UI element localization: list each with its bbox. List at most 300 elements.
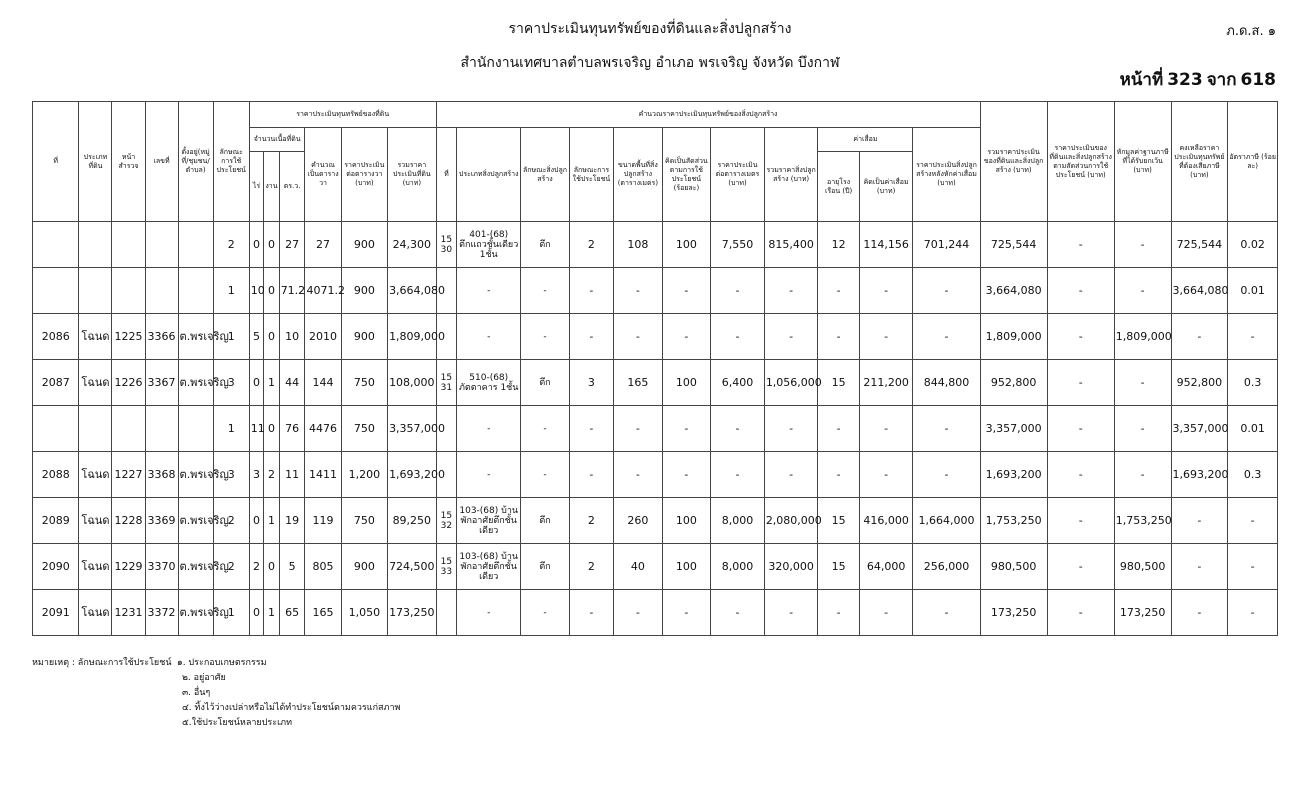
cell-rate: -	[1228, 314, 1278, 360]
cell-building-area: -	[614, 590, 663, 636]
cell-building-kind: ตึก	[521, 360, 570, 406]
cell-use: 3	[213, 360, 249, 406]
cell-depreciation: 416,000	[859, 498, 913, 544]
cell-age: -	[818, 590, 859, 636]
cell-mixed: -	[1047, 498, 1114, 544]
cell-rate: -	[1228, 498, 1278, 544]
cell-rai: 3	[249, 452, 263, 498]
cell-mixed: -	[1047, 314, 1114, 360]
cell-building-type: -	[457, 452, 521, 498]
cell-building-use: -	[569, 590, 613, 636]
cell-deed-no: 3366	[145, 314, 178, 360]
cell-price-per-sqwa: 900	[341, 222, 387, 268]
page-current: 323	[1167, 70, 1203, 90]
cell-building-pct: -	[662, 590, 711, 636]
cell-building-pct: 100	[662, 498, 711, 544]
cell-sqwa: 19	[279, 498, 305, 544]
cell-age: 15	[818, 360, 859, 406]
cell-land-total: 3,664,080	[388, 268, 437, 314]
cell-building-type: -	[457, 314, 521, 360]
cell-deed-no: 3368	[145, 452, 178, 498]
cell-rate: -	[1228, 590, 1278, 636]
cell-taxable: 3,357,000	[1171, 406, 1228, 452]
cell-grand-total: 1,693,200	[980, 452, 1047, 498]
cell-rai: 10	[249, 268, 263, 314]
cell-deduct: 1,809,000	[1114, 314, 1171, 360]
cell-grand-total: 725,544	[980, 222, 1047, 268]
cell-no: 2086	[33, 314, 79, 360]
cell-deduct: 173,250	[1114, 590, 1171, 636]
cell-location: ต.พรเจริญ	[178, 314, 213, 360]
cell-building-type: -	[457, 590, 521, 636]
col-building-total: รวมราคาสิ่งปลูกสร้าง (บาท)	[764, 128, 818, 222]
cell-rai: 5	[249, 314, 263, 360]
cell-ngan: 0	[264, 406, 279, 452]
cell-age: 12	[818, 222, 859, 268]
col-rai: ไร่	[249, 152, 263, 222]
document-title: ราคาประเมินทุนทรัพย์ของที่ดินและสิ่งปลูกสร้าง	[508, 21, 792, 37]
cell-ngan: 1	[264, 498, 279, 544]
cell-building-no: 15 30	[436, 222, 457, 268]
cell-sqwa: 5	[279, 544, 305, 590]
cell-land-total: 724,500	[388, 544, 437, 590]
cell-building-price: -	[711, 268, 765, 314]
cell-deduct: 980,500	[1114, 544, 1171, 590]
cell-building-use: -	[569, 268, 613, 314]
cell-front-page: 1228	[112, 498, 145, 544]
cell-front-page: 1231	[112, 590, 145, 636]
cell-building-kind: -	[521, 406, 570, 452]
cell-taxable: -	[1171, 590, 1228, 636]
cell-depreciation: -	[859, 268, 913, 314]
cell-use: 1	[213, 406, 249, 452]
cell-mixed: -	[1047, 268, 1114, 314]
col-mixed: ราคาประเมินของที่ดินและสิ่งปลูกสร้างตามสัดส่วนการใช้ประโยชน์ (บาท)	[1047, 102, 1114, 222]
cell-deed-type	[79, 222, 112, 268]
cell-building-area: -	[614, 452, 663, 498]
col-building-price: ราคาประเมินต่อตารางเมตร (บาท)	[711, 128, 765, 222]
notes	[32, 656, 400, 731]
table-row	[33, 222, 1278, 268]
cell-building-type: 401-(68) ตึกแถวชั้นเดียว 1ชั้น	[457, 222, 521, 268]
col-front-page: หน้าสำรวจ	[112, 102, 145, 222]
cell-location	[178, 406, 213, 452]
cell-building-price: 7,550	[711, 222, 765, 268]
col-building-use: ลักษณะการใช้ประโยชน์	[569, 128, 613, 222]
col-depreciation: คิดเป็นค่าเสื่อม (บาท)	[859, 152, 913, 222]
cell-location	[178, 222, 213, 268]
cell-rai: 0	[249, 360, 263, 406]
office-subtitle: สำนักงานเทศบาลตำบลพรเจริญ อำเภอ พรเจริญ จังหวัด บึงกาฬ	[460, 55, 840, 71]
cell-depreciation: -	[859, 452, 913, 498]
cell-building-total: -	[764, 590, 818, 636]
cell-front-page	[112, 406, 145, 452]
col-no: ที่	[33, 102, 79, 222]
col-group-depreciation: ค่าเสื่อม	[818, 128, 913, 152]
cell-grand-total: 980,500	[980, 544, 1047, 590]
cell-deed-no	[145, 268, 178, 314]
cell-building-total: -	[764, 406, 818, 452]
cell-building-net: -	[913, 590, 980, 636]
cell-building-no: 15 32	[436, 498, 457, 544]
cell-grand-total: 3,357,000	[980, 406, 1047, 452]
cell-land-total: 1,809,000	[388, 314, 437, 360]
cell-land-total: 1,693,200	[388, 452, 437, 498]
cell-no: 2090	[33, 544, 79, 590]
cell-grand-total: 952,800	[980, 360, 1047, 406]
cell-land-total: 24,300	[388, 222, 437, 268]
cell-building-use: -	[569, 314, 613, 360]
cell-building-type: 103-(68) บ้านพักอาศัยตึกชั้นเดียว	[457, 498, 521, 544]
cell-depreciation: 64,000	[859, 544, 913, 590]
cell-rate: 0.01	[1228, 406, 1278, 452]
cell-no: 2089	[33, 498, 79, 544]
cell-mixed: -	[1047, 590, 1114, 636]
table-row	[33, 268, 1278, 314]
cell-taxable: 725,544	[1171, 222, 1228, 268]
table-row	[33, 406, 1278, 452]
cell-deduct: -	[1114, 406, 1171, 452]
cell-building-pct: 100	[662, 222, 711, 268]
cell-building-net: -	[913, 268, 980, 314]
col-building-no: ที่	[436, 128, 457, 222]
cell-building-price: 8,000	[711, 498, 765, 544]
cell-building-net: 256,000	[913, 544, 980, 590]
cell-rai: 0	[249, 590, 263, 636]
cell-use: 1	[213, 590, 249, 636]
cell-calc-sqwa: 165	[305, 590, 341, 636]
col-sqwa: ตร.ว.	[279, 152, 305, 222]
cell-location	[178, 268, 213, 314]
cell-building-area: -	[614, 314, 663, 360]
cell-building-area: 108	[614, 222, 663, 268]
cell-taxable: 1,693,200	[1171, 452, 1228, 498]
cell-age: 15	[818, 544, 859, 590]
cell-deed-type: โฉนด	[79, 590, 112, 636]
cell-building-net: 844,800	[913, 360, 980, 406]
cell-price-per-sqwa: 750	[341, 406, 387, 452]
cell-land-total: 173,250	[388, 590, 437, 636]
assessment-table	[32, 101, 1278, 636]
cell-calc-sqwa: 805	[305, 544, 341, 590]
cell-building-no	[436, 590, 457, 636]
cell-calc-sqwa: 1411	[305, 452, 341, 498]
cell-building-no: 15 33	[436, 544, 457, 590]
cell-depreciation: 114,156	[859, 222, 913, 268]
cell-building-area: -	[614, 406, 663, 452]
cell-building-kind: ตึก	[521, 222, 570, 268]
cell-mixed: -	[1047, 544, 1114, 590]
col-building-area: ขนาดพื้นที่สิ่งปลูกสร้าง (ตารางเมตร)	[614, 128, 663, 222]
col-location: ตั้งอยู่(หมู่ที่/ชุมชน/ตำบล)	[178, 102, 213, 222]
col-building-type: ประเภทสิ่งปลูกสร้าง	[457, 128, 521, 222]
cell-land-total: 89,250	[388, 498, 437, 544]
col-price-per-sqwa: ราคาประเมินต่อตารางวา (บาท)	[341, 128, 387, 222]
cell-building-price: -	[711, 314, 765, 360]
cell-price-per-sqwa: 750	[341, 498, 387, 544]
cell-sqwa: 44	[279, 360, 305, 406]
cell-deed-no	[145, 406, 178, 452]
cell-building-price: 8,000	[711, 544, 765, 590]
note-item: ๔. ทิ้งไว้ว่างเปล่าหรือไม่ได้ทำประโยชน์ตามควรแก่สภาพ	[182, 703, 401, 713]
notes-label: หมายเหตุ : ลักษณะการใช้ประโยชน์	[32, 658, 172, 668]
cell-ngan: 1	[264, 590, 279, 636]
cell-sqwa: 27	[279, 222, 305, 268]
cell-building-area: 40	[614, 544, 663, 590]
cell-use: 3	[213, 452, 249, 498]
col-ngan: งาน	[264, 152, 279, 222]
cell-deed-type	[79, 406, 112, 452]
cell-building-use: -	[569, 406, 613, 452]
cell-front-page: 1227	[112, 452, 145, 498]
cell-ngan: 0	[264, 544, 279, 590]
cell-building-use: 3	[569, 360, 613, 406]
cell-building-use: 2	[569, 544, 613, 590]
table-body	[33, 222, 1278, 636]
cell-ngan: 2	[264, 452, 279, 498]
cell-mixed: -	[1047, 360, 1114, 406]
cell-sqwa: 11	[279, 452, 305, 498]
cell-building-area: 260	[614, 498, 663, 544]
cell-building-pct: -	[662, 268, 711, 314]
cell-use: 2	[213, 222, 249, 268]
col-group-building: คำนวณราคาประเมินทุนทรัพย์ของสิ่งปลูกสร้าง	[436, 102, 980, 128]
cell-taxable: 952,800	[1171, 360, 1228, 406]
table-row	[33, 360, 1278, 406]
cell-age: 15	[818, 498, 859, 544]
cell-sqwa: 10	[279, 314, 305, 360]
cell-deed-type: โฉนด	[79, 360, 112, 406]
note-item: ๑. ประกอบเกษตรกรรม	[177, 658, 267, 668]
cell-building-total: -	[764, 452, 818, 498]
cell-price-per-sqwa: 1,200	[341, 452, 387, 498]
note-item: ๕.ใช้ประโยชน์หลายประเภท	[182, 718, 293, 728]
cell-no: 2088	[33, 452, 79, 498]
cell-rate: -	[1228, 544, 1278, 590]
cell-building-kind: -	[521, 590, 570, 636]
col-group-land: ราคาประเมินทุนทรัพย์ของที่ดิน	[249, 102, 436, 128]
col-deed-no: เลขที่	[145, 102, 178, 222]
cell-price-per-sqwa: 1,050	[341, 590, 387, 636]
note-item: ๓. อื่นๆ	[182, 688, 211, 698]
cell-front-page: 1229	[112, 544, 145, 590]
cell-taxable: -	[1171, 314, 1228, 360]
cell-building-total: 1,056,000	[764, 360, 818, 406]
cell-building-net: 701,244	[913, 222, 980, 268]
table-row	[33, 498, 1278, 544]
cell-deed-no: 3367	[145, 360, 178, 406]
col-building-kind: ลักษณะสิ่งปลูกสร้าง	[521, 128, 570, 222]
cell-rai: 2	[249, 544, 263, 590]
cell-sqwa: 71.2	[279, 268, 305, 314]
col-taxable: คงเหลือราคาประเมินทุนทรัพย์ที่ต้องเสียภาษี (บาท)	[1171, 102, 1228, 222]
cell-price-per-sqwa: 750	[341, 360, 387, 406]
cell-use: 1	[213, 268, 249, 314]
cell-deed-type: โฉนด	[79, 314, 112, 360]
cell-ngan: 0	[264, 222, 279, 268]
cell-building-price: 6,400	[711, 360, 765, 406]
cell-deed-type: โฉนด	[79, 544, 112, 590]
note-item: ๒. อยู่อาศัย	[182, 673, 226, 683]
col-deduct: หักมูลค่าฐานภาษีที่ได้รับยกเว้น (บาท)	[1114, 102, 1171, 222]
cell-deed-no	[145, 222, 178, 268]
cell-age: -	[818, 452, 859, 498]
cell-mixed: -	[1047, 222, 1114, 268]
page-of: จาก	[1206, 70, 1237, 90]
cell-ngan: 0	[264, 268, 279, 314]
cell-deduct: -	[1114, 268, 1171, 314]
cell-sqwa: 65	[279, 590, 305, 636]
cell-building-kind: ตึก	[521, 498, 570, 544]
cell-deed-type: โฉนด	[79, 452, 112, 498]
cell-ngan: 1	[264, 360, 279, 406]
cell-location: ต.พรเจริญ	[178, 360, 213, 406]
cell-front-page: 1226	[112, 360, 145, 406]
cell-building-price: -	[711, 590, 765, 636]
cell-use: 1	[213, 314, 249, 360]
cell-deed-type	[79, 268, 112, 314]
cell-building-total: 2,080,000	[764, 498, 818, 544]
table-row	[33, 544, 1278, 590]
cell-building-pct: -	[662, 314, 711, 360]
cell-no	[33, 406, 79, 452]
cell-age: -	[818, 268, 859, 314]
cell-location: ต.พรเจริญ	[178, 590, 213, 636]
cell-age: -	[818, 314, 859, 360]
cell-rai: 11	[249, 406, 263, 452]
cell-calc-sqwa: 144	[305, 360, 341, 406]
cell-no	[33, 268, 79, 314]
col-calc-sqwa: คำนวณเป็นตารางวา	[305, 128, 341, 222]
cell-building-area: 165	[614, 360, 663, 406]
col-land-total: รวมราคาประเมินที่ดิน (บาท)	[388, 128, 437, 222]
cell-grand-total: 3,664,080	[980, 268, 1047, 314]
cell-building-pct: -	[662, 452, 711, 498]
cell-building-kind: -	[521, 268, 570, 314]
cell-building-kind: -	[521, 452, 570, 498]
col-grand-total: รวมราคาประเมินของที่ดินและสิ่งปลูกสร้าง (บาท)	[980, 102, 1047, 222]
cell-rai: 0	[249, 222, 263, 268]
cell-building-kind: -	[521, 314, 570, 360]
cell-building-use: 2	[569, 222, 613, 268]
cell-building-no: 15 31	[436, 360, 457, 406]
cell-price-per-sqwa: 900	[341, 544, 387, 590]
cell-grand-total: 1,809,000	[980, 314, 1047, 360]
cell-no	[33, 222, 79, 268]
cell-building-pct: 100	[662, 544, 711, 590]
cell-building-pct: -	[662, 406, 711, 452]
cell-deduct: -	[1114, 222, 1171, 268]
page-prefix: หน้าที่	[1119, 70, 1164, 90]
cell-depreciation: -	[859, 590, 913, 636]
form-code: ภ.ด.ส. ๑	[1226, 24, 1276, 39]
cell-no: 2087	[33, 360, 79, 406]
cell-building-type: -	[457, 406, 521, 452]
cell-building-use: -	[569, 452, 613, 498]
table-row	[33, 590, 1278, 636]
cell-building-net: 1,664,000	[913, 498, 980, 544]
cell-building-type: -	[457, 268, 521, 314]
cell-front-page	[112, 268, 145, 314]
cell-building-total: 815,400	[764, 222, 818, 268]
cell-building-type: 510-(68) ภัตตาคาร 1ชั้น	[457, 360, 521, 406]
cell-deduct: -	[1114, 452, 1171, 498]
cell-depreciation: -	[859, 406, 913, 452]
cell-deed-no: 3370	[145, 544, 178, 590]
cell-depreciation: 211,200	[859, 360, 913, 406]
cell-sqwa: 76	[279, 406, 305, 452]
cell-building-use: 2	[569, 498, 613, 544]
table-row	[33, 452, 1278, 498]
table-row	[33, 314, 1278, 360]
cell-calc-sqwa: 2010	[305, 314, 341, 360]
cell-building-kind: ตึก	[521, 544, 570, 590]
cell-building-price: -	[711, 452, 765, 498]
cell-taxable: 3,664,080	[1171, 268, 1228, 314]
cell-building-total: -	[764, 268, 818, 314]
cell-calc-sqwa: 119	[305, 498, 341, 544]
cell-calc-sqwa: 27	[305, 222, 341, 268]
cell-front-page: 1225	[112, 314, 145, 360]
col-use-type: ลักษณะการใช้ประโยชน์	[213, 102, 249, 222]
cell-building-type: 103-(68) บ้านพักอาศัยตึกชั้นเดียว	[457, 544, 521, 590]
cell-grand-total: 173,250	[980, 590, 1047, 636]
col-building-net: ราคาประเมินสิ่งปลูกสร้างหลังหักค่าเสื่อม (บาท)	[913, 128, 980, 222]
cell-rate: 0.3	[1228, 360, 1278, 406]
cell-price-per-sqwa: 900	[341, 268, 387, 314]
cell-location: ต.พรเจริญ	[178, 452, 213, 498]
cell-mixed: -	[1047, 406, 1114, 452]
cell-location: ต.พรเจริญ	[178, 544, 213, 590]
cell-building-net: -	[913, 452, 980, 498]
cell-calc-sqwa: 4476	[305, 406, 341, 452]
cell-deed-no: 3372	[145, 590, 178, 636]
cell-building-total: 320,000	[764, 544, 818, 590]
cell-rai: 0	[249, 498, 263, 544]
cell-building-area: -	[614, 268, 663, 314]
cell-location: ต.พรเจริญ	[178, 498, 213, 544]
cell-deed-type: โฉนด	[79, 498, 112, 544]
cell-front-page	[112, 222, 145, 268]
cell-no: 2091	[33, 590, 79, 636]
cell-land-total: 108,000	[388, 360, 437, 406]
page-indicator	[1116, 66, 1276, 93]
cell-use: 2	[213, 498, 249, 544]
cell-rate: 0.02	[1228, 222, 1278, 268]
col-deed-type: ประเภทที่ดิน	[79, 102, 112, 222]
col-group-area: จำนวนเนื้อที่ดิน	[249, 128, 305, 152]
cell-taxable: -	[1171, 498, 1228, 544]
cell-calc-sqwa: 4071.2	[305, 268, 341, 314]
cell-deduct: 1,753,250	[1114, 498, 1171, 544]
col-age: อายุโรงเรือน (ปี)	[818, 152, 859, 222]
page-total: 618	[1240, 70, 1276, 90]
cell-building-total: -	[764, 314, 818, 360]
cell-ngan: 0	[264, 314, 279, 360]
cell-depreciation: -	[859, 314, 913, 360]
cell-mixed: -	[1047, 452, 1114, 498]
cell-building-price: -	[711, 406, 765, 452]
cell-price-per-sqwa: 900	[341, 314, 387, 360]
cell-use: 2	[213, 544, 249, 590]
cell-deed-no: 3369	[145, 498, 178, 544]
cell-taxable: -	[1171, 544, 1228, 590]
col-building-pct: คิดเป็นสัดส่วนตามการใช้ประโยชน์ (ร้อยละ)	[662, 128, 711, 222]
cell-rate: 0.3	[1228, 452, 1278, 498]
cell-land-total: 3,357,000	[388, 406, 437, 452]
cell-building-net: -	[913, 406, 980, 452]
col-rate: อัตราภาษี (ร้อยละ)	[1228, 102, 1278, 222]
